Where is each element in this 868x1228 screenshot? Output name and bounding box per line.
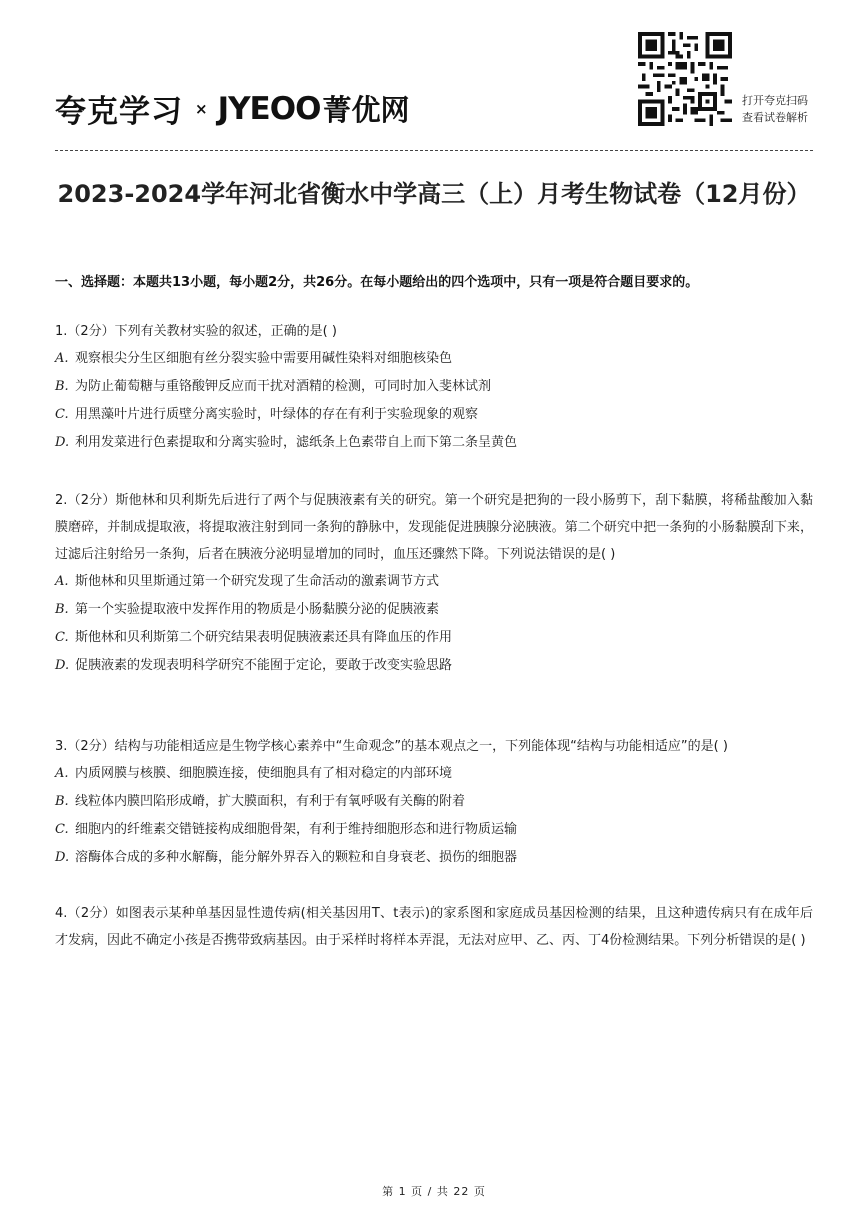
option-letter: C.: [55, 822, 69, 837]
section-title: 一、选择题：本题共13小题，每小题2分，共26分。在每小题给出的四个选项中，只有一项是符合题目要求的。: [55, 275, 699, 290]
option-text: 利用发菜进行色素提取和分离实验时，滤纸条上色素带自上而下第二条呈黄色: [75, 435, 518, 450]
question-1: [55, 318, 813, 457]
option-text: 用黑藻叶片进行质壁分离实验时，叶绿体的存在有利于实验现象的观察: [75, 407, 479, 422]
option-letter: A.: [55, 574, 69, 589]
page-footer: 第 1 页 / 共 22 页: [382, 1185, 486, 1198]
question-4: [55, 900, 813, 954]
option-d[interactable]: [55, 844, 813, 872]
option-letter: C.: [55, 407, 69, 422]
brand-kuake: 夸克学习: [55, 94, 183, 130]
option-b[interactable]: [55, 788, 813, 816]
question-stem: 1.（2分）下列有关教材实验的叙述，正确的是( ): [55, 324, 337, 339]
option-letter: A.: [55, 766, 69, 781]
header-divider: [55, 150, 813, 151]
page-header: [55, 28, 815, 150]
option-letter: B.: [55, 379, 69, 394]
option-letter: C.: [55, 630, 69, 645]
option-d[interactable]: [55, 652, 813, 680]
qr-hint-line2: 查看试卷解析: [742, 111, 808, 124]
option-letter: D.: [55, 850, 70, 865]
option-text: 为防止葡萄糖与重铬酸钾反应而干扰对酒精的检测，可同时加入斐林试剂: [75, 379, 492, 394]
option-text: 细胞内的纤维素交错链接构成细胞骨架，有利于维持细胞形态和进行物质运输: [75, 822, 518, 837]
option-letter: B.: [55, 602, 69, 617]
qr-code-icon[interactable]: [638, 32, 732, 126]
exam-title: 2023-2024学年河北省衡水中学高三（上）月考生物试卷（12月份）: [57, 180, 811, 208]
option-text: 观察根尖分生区细胞有丝分裂实验中需要用碱性染料对细胞核染色: [75, 351, 453, 366]
option-text: 第一个实验提取液中发挥作用的物质是小肠黏膜分泌的促胰液素: [75, 602, 440, 617]
option-text: 内质网膜与核膜、细胞膜连接，使细胞具有了相对稳定的内部环境: [75, 766, 453, 781]
question-2: [55, 487, 813, 680]
brand-logo: [55, 86, 409, 131]
option-text: 斯他林和贝利斯第二个研究结果表明促胰液素还具有降血压的作用: [75, 630, 453, 645]
option-text: 促胰液素的发现表明科学研究不能囿于定论，要敢于改变实验思路: [75, 658, 453, 673]
brand-jingyou: 菁优网: [322, 93, 410, 127]
question-stem: 2.（2分）斯他林和贝利斯先后进行了两个与促胰液素有关的研究。第一个研究是把狗的一段小肠剪下，刮下黏膜，将稀盐酸加入黏膜磨碎，并制成提取液，将提取液注射到同一条狗的静脉中，发现能促进胰腺分泌胰液。第二个研究中把一条狗的小肠黏膜刮下来，过滤后注射给另一条狗，后者在胰液分泌明显增加的同时，血压还骤然下降。下列说法错误的是( ): [55, 493, 813, 562]
option-text: 溶酶体合成的多种水解酶，能分解外界吞入的颗粒和自身衰老、损伤的细胞器: [75, 850, 518, 865]
qr-hint: [742, 92, 808, 126]
option-a[interactable]: [55, 760, 813, 788]
option-letter: B.: [55, 794, 69, 809]
brand-separator: ×: [195, 99, 208, 118]
option-letter: A.: [55, 351, 69, 366]
question-stem: 3.（2分）结构与功能相适应是生物学核心素养中“生命观念”的基本观点之一，下列能体现“结构与功能相适应”的是( ): [55, 739, 728, 754]
option-d[interactable]: [55, 429, 813, 457]
option-text: 线粒体内膜凹陷形成嵴，扩大膜面积，有利于有氧呼吸有关酶的附着: [75, 794, 466, 809]
option-letter: D.: [55, 658, 70, 673]
question-3: [55, 733, 813, 872]
option-a[interactable]: [55, 568, 813, 596]
option-letter: D.: [55, 435, 70, 450]
option-text: 斯他林和贝里斯通过第一个研究发现了生命活动的激素调节方式: [75, 574, 440, 589]
qr-hint-line1: 打开夸克扫码: [742, 94, 808, 107]
question-stem: 4.（2分）如图表示某种单基因显性遗传病(相关基因用T、t表示)的家系图和家庭成员基因检测的结果，且这种遗传病只有在成年后才发病，因此不确定小孩是否携带致病基因。由于采样时将样本弄混，无法对应甲、乙、丙、丁4份检测结果。下列分析错误的是( ): [55, 906, 813, 948]
option-a[interactable]: [55, 345, 813, 373]
option-c[interactable]: [55, 624, 813, 652]
option-c[interactable]: [55, 401, 813, 429]
option-b[interactable]: [55, 373, 813, 401]
option-b[interactable]: [55, 596, 813, 624]
option-c[interactable]: [55, 816, 813, 844]
brand-jyeoo: JYEOO: [217, 90, 321, 127]
